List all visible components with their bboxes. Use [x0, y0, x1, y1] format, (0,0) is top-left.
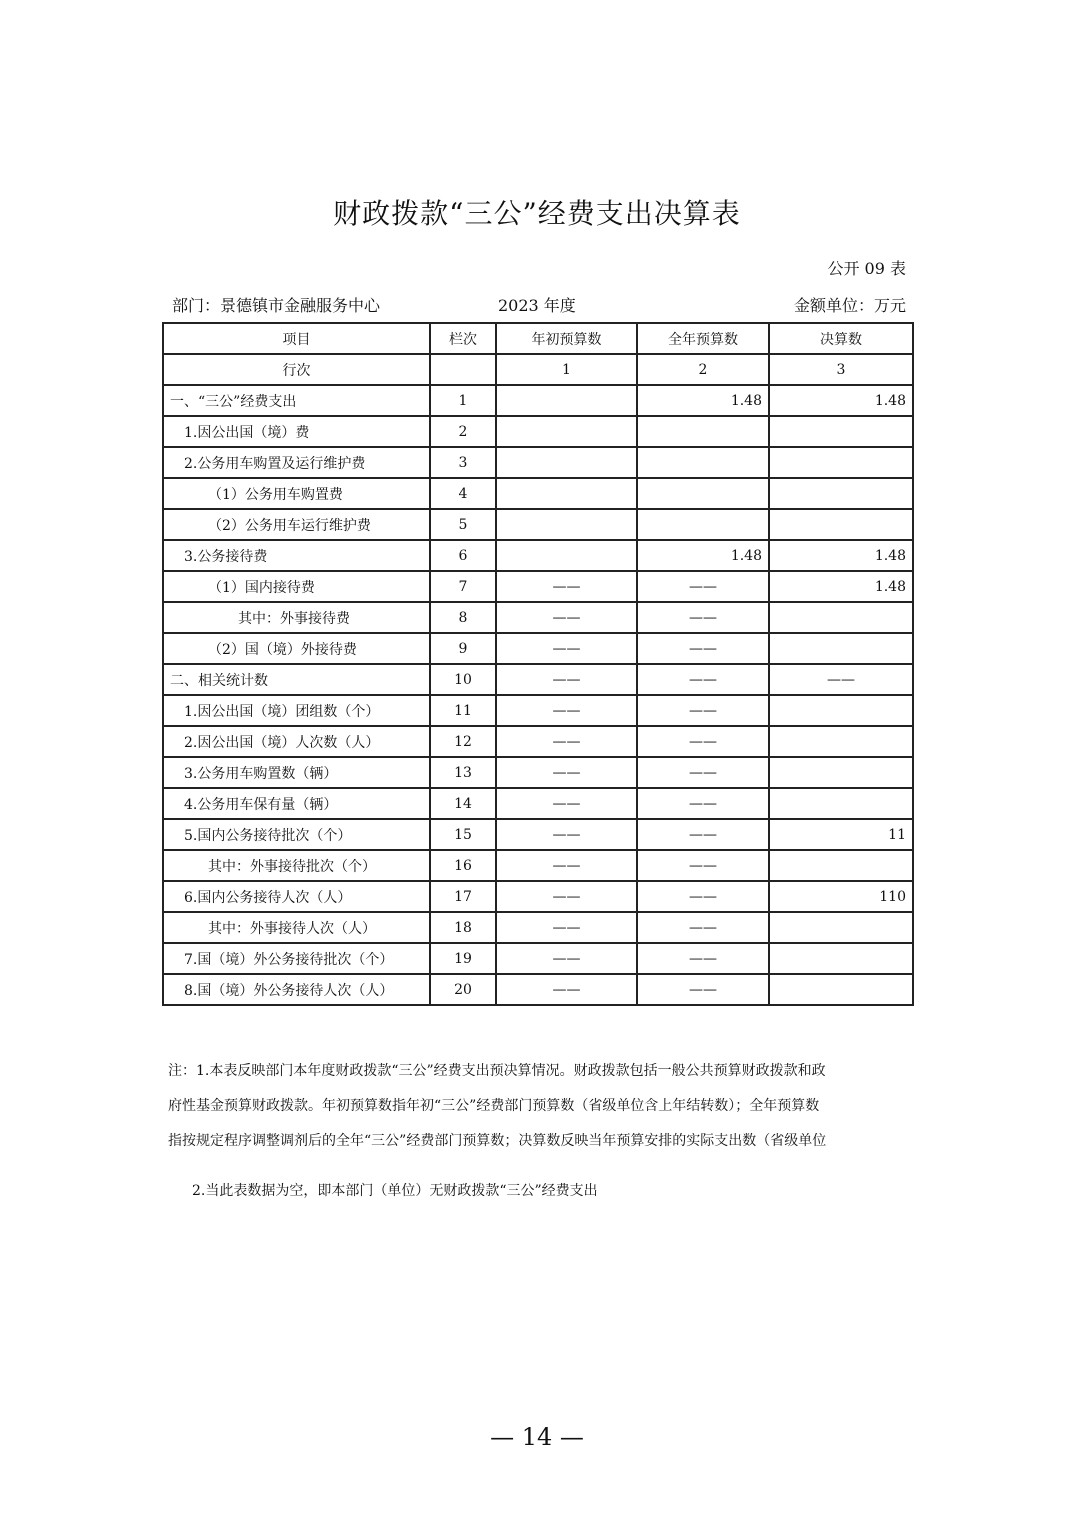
row-final-accounts: 110: [769, 881, 913, 912]
row-item-label: 7.国（境）外公务接待批次（个）: [163, 943, 430, 974]
note-line-1: 注：1.本表反映部门本年度财政拨款“三公”经费支出预决算情况。财政拨款包括一般公共预算财政拨款和政: [168, 1063, 826, 1079]
row-item-label: 8.国（境）外公务接待人次（人）: [163, 974, 430, 1005]
index-col-3: 3: [769, 354, 913, 385]
row-full-year-budget: ——: [637, 633, 769, 664]
row-final-accounts: [769, 695, 913, 726]
table-row: [163, 695, 913, 726]
table-row: [163, 447, 913, 478]
row-line-number: 12: [430, 726, 496, 757]
row-initial-budget: [496, 540, 637, 571]
row-line-number: 17: [430, 881, 496, 912]
row-full-year-budget: 1.48: [637, 385, 769, 416]
notes-block: [168, 1054, 913, 1159]
row-full-year-budget: ——: [637, 943, 769, 974]
row-item-label: 其中：外事接待批次（个）: [163, 850, 430, 881]
row-item-label: 6.国内公务接待人次（人）: [163, 881, 430, 912]
table-row: [163, 385, 913, 416]
row-final-accounts: [769, 850, 913, 881]
row-line-number: 18: [430, 912, 496, 943]
table-row: [163, 664, 913, 695]
page-title: 财政拨款“三公”经费支出决算表: [333, 197, 741, 230]
row-item-label: 其中：外事接待费: [163, 602, 430, 633]
row-initial-budget: ——: [496, 664, 637, 695]
row-item-label: 3.公务接待费: [163, 540, 430, 571]
row-line-number: 16: [430, 850, 496, 881]
row-full-year-budget: [637, 478, 769, 509]
row-item-label: 二、相关统计数: [163, 664, 430, 695]
table-row: [163, 633, 913, 664]
row-line-number: 10: [430, 664, 496, 695]
table-row: [163, 788, 913, 819]
row-item-label: 2.公务用车购置及运行维护费: [163, 447, 430, 478]
table-row: [163, 881, 913, 912]
row-initial-budget: ——: [496, 633, 637, 664]
row-line-number: 7: [430, 571, 496, 602]
row-final-accounts: [769, 726, 913, 757]
row-initial-budget: ——: [496, 943, 637, 974]
row-final-accounts: 1.48: [769, 540, 913, 571]
table-row: [163, 974, 913, 1005]
row-final-accounts: [769, 633, 913, 664]
header-line: 栏次: [430, 323, 496, 354]
row-full-year-budget: ——: [637, 571, 769, 602]
note-2: 2.当此表数据为空，即本部门（单位）无财政拨款“三公”经费支出: [192, 1183, 598, 1199]
three-public-expenses-table: [162, 322, 914, 1006]
row-initial-budget: [496, 478, 637, 509]
row-item-label: （1）公务用车购置费: [163, 478, 430, 509]
row-initial-budget: [496, 447, 637, 478]
row-item-label: 1.因公出国（境）团组数（个）: [163, 695, 430, 726]
row-initial-budget: ——: [496, 571, 637, 602]
table-row: [163, 912, 913, 943]
table-row: [163, 416, 913, 447]
row-full-year-budget: ——: [637, 974, 769, 1005]
row-line-number: 9: [430, 633, 496, 664]
header-final-accounts: 决算数: [769, 323, 913, 354]
row-full-year-budget: [637, 447, 769, 478]
row-item-label: 1.因公出国（境）费: [163, 416, 430, 447]
row-full-year-budget: [637, 416, 769, 447]
row-initial-budget: [496, 509, 637, 540]
row-final-accounts: [769, 447, 913, 478]
form-number: 公开 09 表: [827, 259, 906, 278]
row-full-year-budget: ——: [637, 850, 769, 881]
row-initial-budget: ——: [496, 974, 637, 1005]
row-line-number: 5: [430, 509, 496, 540]
table-row: [163, 757, 913, 788]
row-full-year-budget: ——: [637, 726, 769, 757]
row-line-number: 13: [430, 757, 496, 788]
row-item-label: 3.公务用车购置数（辆）: [163, 757, 430, 788]
row-final-accounts: 1.48: [769, 571, 913, 602]
page-number: — 14 —: [490, 1423, 584, 1451]
row-initial-budget: ——: [496, 757, 637, 788]
row-line-number: 20: [430, 974, 496, 1005]
row-item-label: （2）国（境）外接待费: [163, 633, 430, 664]
row-final-accounts: [769, 788, 913, 819]
row-line-number: 19: [430, 943, 496, 974]
row-final-accounts: 1.48: [769, 385, 913, 416]
row-full-year-budget: ——: [637, 788, 769, 819]
row-full-year-budget: ——: [637, 664, 769, 695]
index-col-2: 2: [637, 354, 769, 385]
row-initial-budget: [496, 416, 637, 447]
header-item: 项目: [163, 323, 430, 354]
table-row: [163, 726, 913, 757]
table-row: [163, 571, 913, 602]
table-row: [163, 540, 913, 571]
row-item-label: （2）公务用车运行维护费: [163, 509, 430, 540]
row-line-number: 14: [430, 788, 496, 819]
row-initial-budget: ——: [496, 602, 637, 633]
row-line-number: 15: [430, 819, 496, 850]
fiscal-year-label: 2023 年度: [498, 296, 576, 315]
row-full-year-budget: ——: [637, 757, 769, 788]
row-line-number: 11: [430, 695, 496, 726]
table-row: [163, 602, 913, 633]
row-line-number: 3: [430, 447, 496, 478]
table-row: [163, 943, 913, 974]
row-line-number: 6: [430, 540, 496, 571]
department-label: 部门：景德镇市金融服务中心: [172, 296, 381, 315]
row-item-label: 其中：外事接待人次（人）: [163, 912, 430, 943]
row-initial-budget: ——: [496, 819, 637, 850]
row-final-accounts: [769, 943, 913, 974]
header-initial-budget: 年初预算数: [496, 323, 637, 354]
index-label: 行次: [163, 354, 430, 385]
amount-unit-label: 金额单位：万元: [793, 296, 906, 315]
row-final-accounts: ——: [769, 664, 913, 695]
row-final-accounts: 11: [769, 819, 913, 850]
row-line-number: 4: [430, 478, 496, 509]
row-full-year-budget: ——: [637, 695, 769, 726]
table-row: [163, 478, 913, 509]
row-initial-budget: ——: [496, 726, 637, 757]
row-full-year-budget: ——: [637, 602, 769, 633]
index-line: [430, 354, 496, 385]
row-initial-budget: ——: [496, 881, 637, 912]
row-initial-budget: ——: [496, 788, 637, 819]
row-full-year-budget: ——: [637, 912, 769, 943]
row-final-accounts: [769, 478, 913, 509]
row-initial-budget: ——: [496, 850, 637, 881]
row-initial-budget: [496, 385, 637, 416]
row-full-year-budget: 1.48: [637, 540, 769, 571]
row-full-year-budget: ——: [637, 881, 769, 912]
row-full-year-budget: [637, 509, 769, 540]
table-row: [163, 819, 913, 850]
note-line-3: 指按规定程序调整调剂后的全年“三公”经费部门预算数；决算数反映当年预算安排的实际支出数（省级单位: [168, 1133, 827, 1149]
note-line-2: 府性基金预算财政拨款。年初预算数指年初“三公”经费部门预算数（省级单位含上年结转数）；全年预算数: [168, 1098, 820, 1114]
row-final-accounts: [769, 912, 913, 943]
row-item-label: 4.公务用车保有量（辆）: [163, 788, 430, 819]
header-full-year-budget: 全年预算数: [637, 323, 769, 354]
row-final-accounts: [769, 416, 913, 447]
row-final-accounts: [769, 602, 913, 633]
row-final-accounts: [769, 757, 913, 788]
row-item-label: 2.因公出国（境）人次数（人）: [163, 726, 430, 757]
row-initial-budget: ——: [496, 912, 637, 943]
row-final-accounts: [769, 509, 913, 540]
table-row: [163, 509, 913, 540]
table-row: [163, 850, 913, 881]
row-initial-budget: ——: [496, 695, 637, 726]
row-item-label: （1）国内接待费: [163, 571, 430, 602]
header-row: [163, 323, 913, 354]
row-full-year-budget: ——: [637, 819, 769, 850]
row-line-number: 1: [430, 385, 496, 416]
row-line-number: 2: [430, 416, 496, 447]
row-final-accounts: [769, 974, 913, 1005]
row-item-label: 一、“三公”经费支出: [163, 385, 430, 416]
row-line-number: 8: [430, 602, 496, 633]
row-item-label: 5.国内公务接待批次（个）: [163, 819, 430, 850]
index-col-1: 1: [496, 354, 637, 385]
index-row: [163, 354, 913, 385]
